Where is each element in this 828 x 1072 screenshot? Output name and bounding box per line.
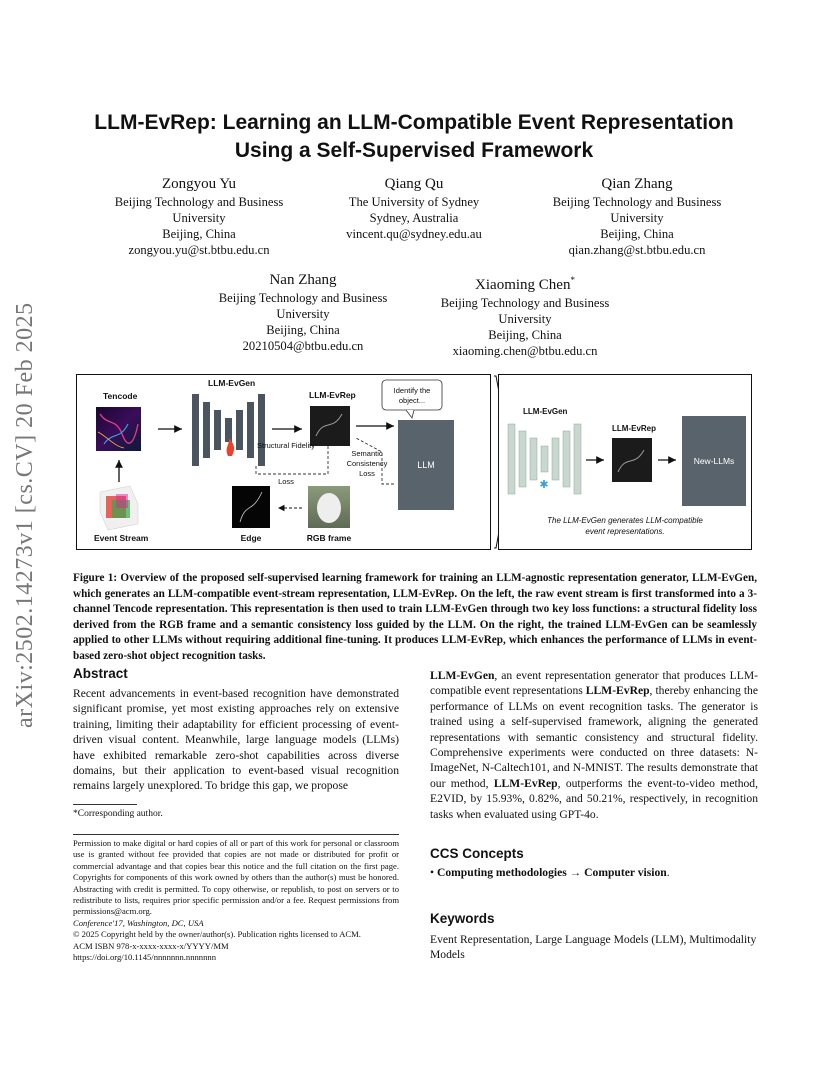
author-affiliation: Beijing Technology and Business	[218, 291, 388, 305]
abstract-text-continued: LLM-EvGen, an event representation generator that produces LLM-compatible event representations LLM-EvRep, thereby enhancing the performance of LLMs on event recognition tasks. The generator is trained using a self-supervised framework, aligning the generated representations with semantic consistency and structural fidelity. Comprehensive experiments were conducted on three datasets: N-ImageNet, N-Caltech101, and N-MNIST. The results demonstrate that our method, LLM-EvRep, outperforms the event-to-video method, E2VID, by 15.93%, 0.82%, and 50.21%, respectively, in recognition tasks when evaluated using GPT-4o.	[430, 669, 758, 821]
author-location: Beijing, China	[600, 227, 674, 241]
rgb-label: RGB frame	[306, 533, 352, 543]
author-name: Nan Zhang	[269, 272, 337, 288]
paper-title	[60, 109, 768, 165]
author-affiliation: University	[172, 211, 226, 225]
footnote-rule	[73, 804, 137, 805]
evrep-label: LLM-EvRep	[309, 390, 356, 400]
representation-name: LLM-EvRep	[493, 776, 558, 790]
semantic-loss-label: Semantic	[351, 449, 383, 458]
event-stream-label: Event Stream	[94, 533, 149, 543]
author-block	[416, 271, 634, 359]
author-affiliation: Beijing Technology and Business	[440, 296, 610, 310]
figure-caption: Figure 1: Overview of the proposed self-supervised learning framework for training an LLM-agnostic representation generator, LLM-EvGen, which generates an LLM-compatible event-stream representation, LLM-EvRep. On the left, the raw event stream is first transformed into a 3-channel Tencode representation. This representation is then used to train LLM-EvGen through two key loss functions: a structural fidelity loss derived from the RGB frame and a semantic consistency loss guided by the LLM. On the right, the trained LLM-EvGen can be seamlessly applied to other LLMs without requiring additional fine-tuning. It produces LLM-EvRep, which enhances the performance of LLMs in event-based zero-shot object recognition tasks.	[73, 572, 757, 662]
doi-line: https://doi.org/10.1145/nnnnnnn.nnnnnnn	[73, 952, 216, 963]
author-name: Qiang Qu	[384, 176, 444, 192]
event-stream-image	[100, 486, 138, 530]
title-line-2: Using a Self-Supervised Framework	[234, 139, 594, 162]
permission-text: Permission to make digital or hard copies of all or part of this work for personal or classroom use is granted without fee provided that copies are not made or distributed for profit or commercial advantage and that copies bear this notice and the full citation on the first page. Copyrights for components of this work owned by others than the author(s) must be honored. Abstracting with credit is permitted. To copy otherwise, or republish, to post on servers or to redistribute to lists, requires prior specific permission and/or a fee. Request permissions from permissions@acm.org.	[73, 838, 399, 917]
author-block	[86, 175, 312, 258]
footnote: *Corresponding author.	[73, 809, 163, 819]
structural-loss-label: Structural Fidelity	[257, 441, 315, 450]
llm-label: LLM	[417, 460, 435, 470]
prompt-text: object...	[398, 396, 426, 405]
edge-label: Edge	[240, 533, 262, 543]
author-email: xiaoming.chen@btbu.edu.cn	[452, 344, 598, 358]
right-caption: The LLM-EvGen generates LLM-compatible	[547, 516, 703, 525]
author-location: Sydney, Australia	[369, 211, 459, 225]
right-caption: event representations.	[585, 527, 665, 536]
semantic-loss-label: Consistency	[346, 459, 388, 468]
author-affiliation: University	[610, 211, 664, 225]
author-affiliation: University	[498, 312, 552, 326]
prompt-text: Identify the	[393, 386, 431, 395]
abstract-heading: Abstract	[73, 666, 128, 681]
ccs-heading: CCS Concepts	[430, 846, 524, 861]
author-email: 20210504@btbu.edu.cn	[242, 339, 364, 353]
isbn-line: ACM ISBN 978-x-xxxx-xxxx-x/YYYY/MM	[73, 940, 229, 951]
right-evrep-image	[612, 438, 652, 482]
permission-block	[73, 838, 399, 963]
author-location: Beijing, China	[266, 323, 340, 337]
author-block	[524, 175, 750, 258]
tencode-image	[96, 407, 141, 451]
method-name: LLM-EvGen	[430, 669, 495, 682]
semantic-loss-label: Loss	[359, 469, 375, 478]
author-block	[312, 175, 516, 242]
evgen-label: LLM-EvGen	[208, 378, 256, 388]
author-email: vincent.qu@sydney.edu.au	[346, 227, 482, 241]
permission-rule	[73, 834, 399, 835]
conference-line: Conference'17, Washington, DC, USA	[73, 917, 204, 928]
author-affiliation: Beijing Technology and Business	[114, 195, 284, 209]
framework-figure	[76, 374, 752, 550]
snowflake-icon: ✱	[539, 478, 549, 491]
new-llms-label: New-LLMs	[693, 456, 735, 466]
right-evgen-label: LLM-EvGen	[523, 407, 568, 416]
author-name: Xiaoming Chen*	[475, 275, 575, 293]
author-name: Qian Zhang	[601, 176, 673, 192]
author-email: zongyou.yu@st.btbu.edu.cn	[128, 243, 270, 257]
representation-name: LLM-EvRep	[585, 684, 650, 698]
author-block	[196, 271, 410, 354]
arxiv-identifier: arXiv:2502.14273v1 [cs.CV] 20 Feb 2025	[12, 302, 38, 728]
right-evrep-label: LLM-EvRep	[612, 424, 656, 433]
author-name: Zongyou Yu	[161, 176, 237, 192]
author-location: Beijing, China	[162, 227, 236, 241]
evrep-image	[310, 406, 350, 446]
author-affiliation: The University of Sydney	[348, 195, 480, 209]
structural-loss-label: Loss	[278, 477, 294, 486]
abstract-text: Recent advancements in event-based recognition have demonstrated significant promise, yet most existing approaches rely on extensive training, limiting their adaptability for efficient processing of event-driven visual content. Meanwhile, large language models (LLMs) have exhibited remarkable zero-shot capabilities across diverse domains, but their application to event-based visual recognition remains largely unexplored. To bridge this gap, we propose	[73, 687, 399, 793]
author-email: qian.zhang@st.btbu.edu.cn	[568, 243, 706, 257]
author-location: Beijing, China	[488, 328, 562, 342]
author-affiliation: Beijing Technology and Business	[552, 195, 722, 209]
author-affiliation: University	[276, 307, 330, 321]
keywords-text: Event Representation, Large Language Models (LLM), Multimodality Models	[430, 933, 757, 962]
cockatoo-shape	[317, 493, 341, 523]
tencode-label: Tencode	[103, 391, 138, 401]
title-line-1: LLM-EvRep: Learning an LLM-Compatible Event Representation	[94, 111, 734, 134]
keywords-heading: Keywords	[430, 911, 495, 926]
ccs-item: • Computing methodologies → Computer vision.	[430, 866, 670, 879]
copyright-line: © 2025 Copyright held by the owner/author(s). Publication rights licensed to ACM.	[73, 929, 361, 940]
